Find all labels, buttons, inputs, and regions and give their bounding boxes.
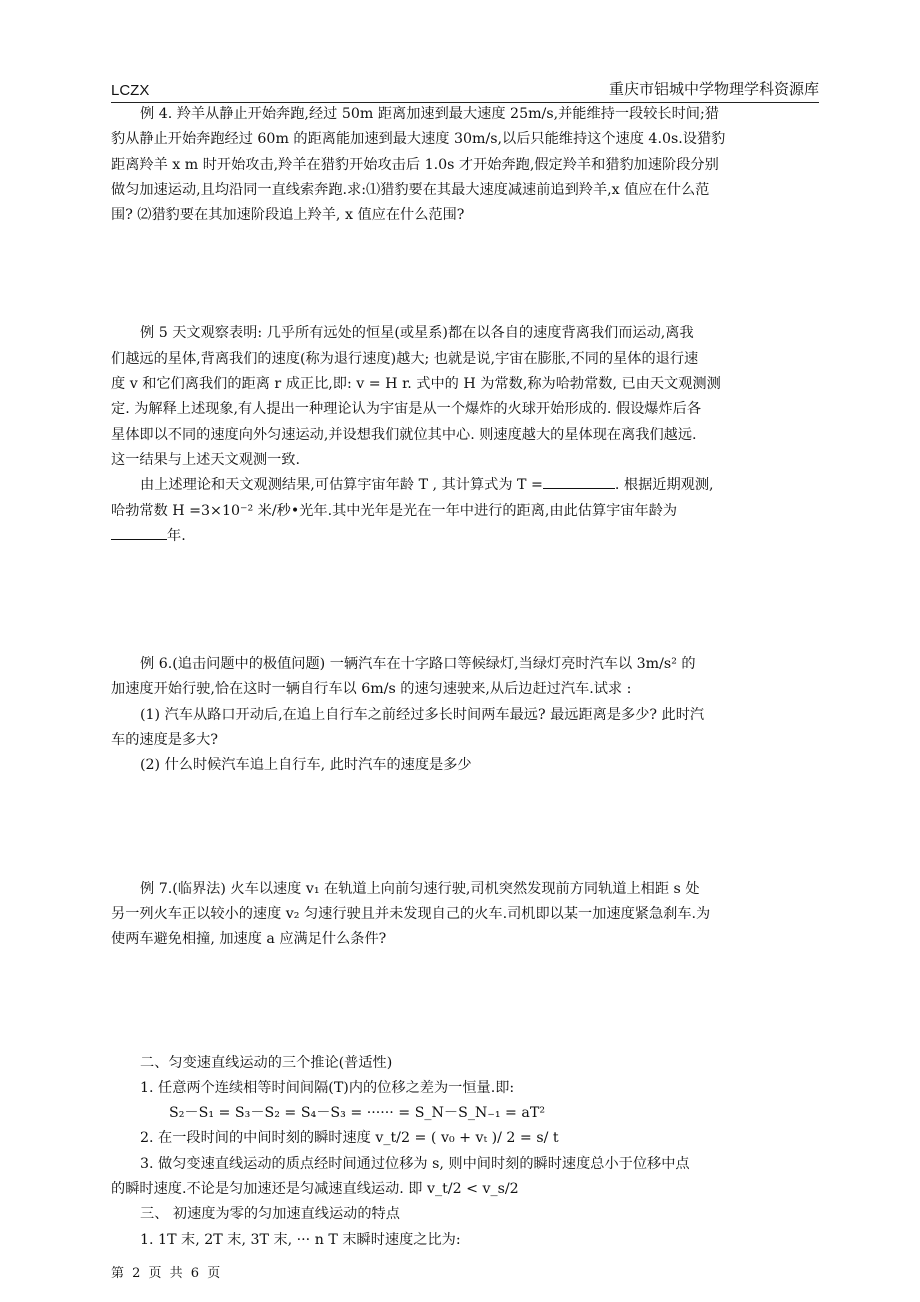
example-4 [111,102,801,228]
ex5-line [111,524,801,549]
sec2-item: 2. 在一段时间的中间时刻的瞬时速度 v_t/2 = ( v₀ + vₜ )/ 2 = s/ t [140,1130,559,1147]
ex6-line: 例 6.(追击问题中的极值问题) 一辆汽车在十字路口等候绿灯,当绿灯亮时汽车以 3m/s² 的 [140,656,696,673]
fill-blank-formula[interactable] [543,474,615,489]
sec2-formula: S₂－S₁ = S₃－S₂ = S₄－S₃ = ······ = S_N－S_N₋₁ = aT² [169,1105,546,1122]
section-title: 三、 初速度为零的匀加速直线运动的特点 [140,1206,400,1223]
section-2 [111,1051,801,1203]
ex6-line: (2) 什么时候汽车追上自行车, 此时汽车的速度是多少 [140,757,472,774]
example-6 [111,652,801,778]
ex4-line: 距离羚羊 x m 时开始攻击,羚羊在猎豹开始攻击后 1.0s 才开始奔跑,假定羚羊和猎豹加速阶段分别 [111,156,719,173]
ex5-text: . 根据近期观测, [614,477,714,494]
page-header [111,78,819,103]
ex6-line: 车的速度是多大? [111,732,218,749]
ex5-line: 例 5 天文观察表明: 几乎所有远处的恒星(或星系)都在以各自的速度背离我们而运动,离我 [140,325,694,342]
ex7-line: 例 7.(临界法) 火车以速度 v₁ 在轨道上向前匀速行驶,司机突然发现前方同轨道上相距 s 处 [140,880,700,897]
ex6-line: 加速度开始行驶,恰在这时一辆自行车以 6m/s 的速匀速驶来,从后边赶过汽车.试求 : [111,681,632,698]
ex4-line: 做匀加速运动,且均沿同一直线索奔跑.求:⑴猎豹要在其最大速度减速前追到羚羊,x 值应在什么范 [111,181,710,198]
header-right-title: 重庆市铝城中学物理学科资源库 [608,80,819,98]
ex7-line: 使两车避免相撞, 加速度 a 应满足什么条件? [111,931,387,948]
ex5-line: 们越远的星体,背离我们的速度(称为退行速度)越大; 也就是说,宇宙在膨胀,不同的星体的退行速 [111,350,699,367]
page-footer: 第 2 页 共 6 页 [111,1266,223,1281]
ex5-line: 定. 为解释上述现象,有人提出一种理论认为宇宙是从一个爆炸的火球开始形成的. 假设爆炸后各 [111,401,702,418]
ex6-line: (1) 汽车从路口开动后,在追上自行车之前经过多长时间两车最远? 最远距离是多少? 此时汽 [140,706,705,723]
section-title: 二、匀变速直线运动的三个推论(普适性) [140,1054,393,1071]
sec2-item: 的瞬时速度.不论是匀加速还是匀减速直线运动. 即 v_t/2 < v_s/2 [111,1181,519,1198]
example-5 [111,321,801,549]
section-3 [111,1202,801,1253]
ex5-line: 哈勃常数 H =3×10⁻² 米/秒•光年.其中光年是光在一年中进行的距离,由此估算宇宙年龄为 [111,502,678,519]
sec3-item: 1. 1T 末, 2T 末, 3T 末, ··· n T 末瞬时速度之比为: [140,1231,461,1248]
ex4-line: 围? ⑵猎豹要在其加速阶段追上羚羊, x 值应在什么范围? [111,207,465,224]
ex5-text: 由上述理论和天文观测结果,可估算宇宙年龄 T , 其计算式为 T = [140,477,543,494]
ex4-line: 豹从静止开始奔跑经过 60m 的距离能加速到最大速度 30m/s,以后只能维持这个速度 4.0s.设猎豹 [111,131,726,148]
answer-space [111,549,801,652]
ex5-line: 这一结果与上述天文观测一致. [111,451,300,468]
sec2-item: 1. 任意两个连续相等时间间隔(T)内的位移之差为一恒量.即: [140,1079,515,1096]
sec2-item: 3. 做匀变速直线运动的质点经时间通过位移为 s, 则中间时刻的瞬时速度总小于位移中点 [140,1155,690,1172]
ex5-line [111,473,801,498]
ex5-text: 年. [167,527,186,544]
answer-space [111,779,801,877]
ex5-line: 度 v 和它们离我们的距离 r 成正比,即: v = H r. 式中的 H 为常数,称为哈勃常数, 已由天文观测测 [111,376,721,393]
ex4-line: 例 4. 羚羊从静止开始奔跑,经过 50m 距离加速到最大速度 25m/s,并能维持一段较长时间;猎 [140,106,719,122]
ex7-line: 另一列火车正以较小的速度 v₂ 匀速行驶且并未发现自己的火车.司机即以某一加速度紧急刹车.为 [111,905,711,922]
example-7 [111,877,801,953]
answer-space [111,953,801,1051]
page-content [111,102,801,1253]
answer-space [111,228,801,321]
ex5-line: 星体即以不同的速度向外匀速运动,并设想我们就位其中心. 则速度越大的星体现在离我们越远. [111,426,697,443]
header-left-code: LCZX [111,82,150,99]
fill-blank-age[interactable] [111,525,167,540]
